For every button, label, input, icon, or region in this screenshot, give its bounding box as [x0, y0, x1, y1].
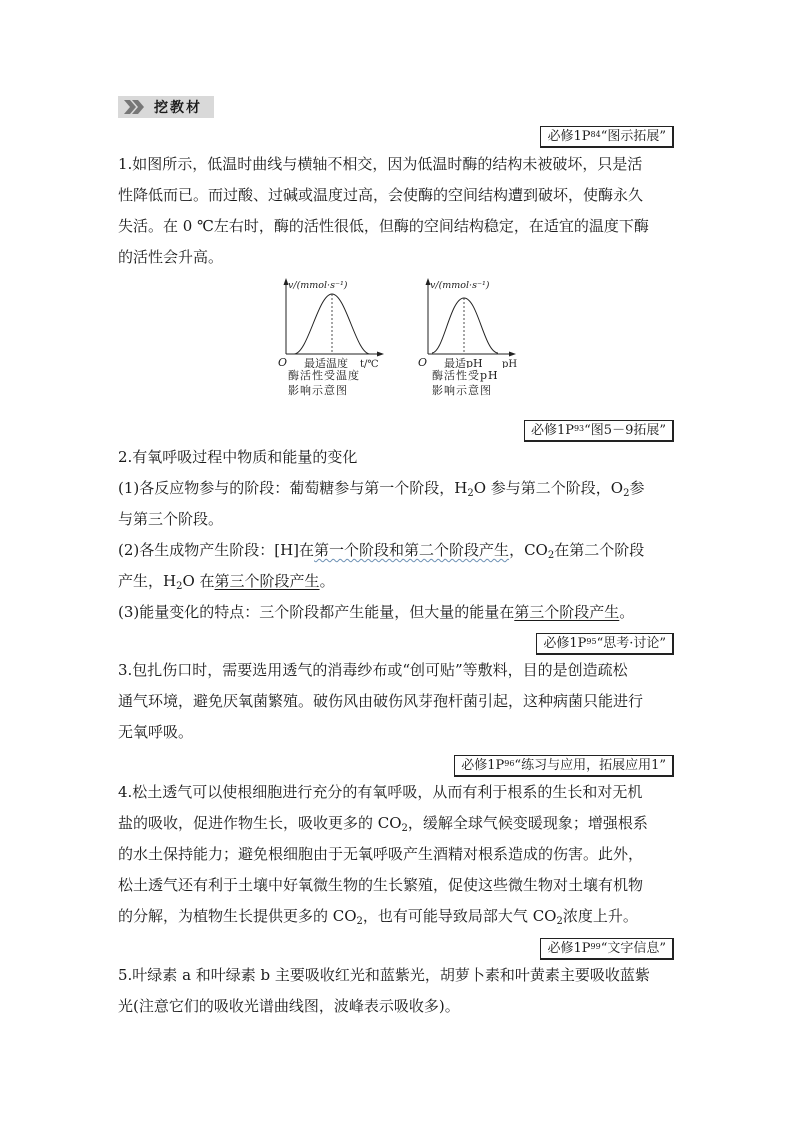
x-unit-label: t/℃ — [360, 359, 379, 368]
textbook-ref-2: 必修$1P^{93}“$图5－9拓展” — [524, 420, 674, 442]
textbook-ref-3: 必修$1P^{95}“$思考·讨论” — [536, 633, 674, 655]
origin-label: O — [418, 356, 428, 368]
y-axis-label: v/(mmol·s⁻¹) — [430, 280, 490, 291]
textbook-ref-1: 必修$1P^{84}“$图示拓展” — [540, 126, 674, 148]
textbook-ref-5: 必修$1P^{99}“$文字信息” — [540, 938, 674, 960]
item-3: 3.包扎伤口时，需要选用透气的消毒纱布或“创可贴”等敷料，目的是创造疏松 通气环境，避免厌氧菌繁殖。破伤风由破伤风芽孢杆菌引起，这种病菌只能进行 无氧呼吸。 — [118, 661, 644, 741]
textbook-ref-4: 必修$1P^{96}“$练习与应用，拓展应用1” — [454, 755, 674, 777]
item-4: 4.松土透气可以使根细胞进行充分的有氧呼吸，从而有利于根系的生长和对无机 盐的吸收，促进作物生长，吸收更多的 $CO_2$，缓解全球气候变暖现象；增强根系 的水土保持能力；避免根细胞由于无氧呼吸产生酒精对根系造成的伤害。此外， 松土透气还有利于土壤中好氧微生物的生长繁殖，促使这些微生物对土壤有机物 的分解，为植物生长提供更多的 $CO_2$，也有可能导致局部大气 $CO_2$浓度上升。 — [118, 783, 648, 927]
section-header — [118, 96, 214, 118]
figure-caption-2: 影响示意图 — [288, 384, 348, 397]
temperature-curve-chart — [268, 276, 388, 368]
figure-caption-2: 影响示意图 — [432, 384, 492, 397]
figure-ph — [410, 276, 530, 398]
item-2: 2.有氧呼吸过程中物质和能量的变化 (1)各反应物参与的阶段：葡萄糖参与第一个阶段，$H_2O$ 参与第二个阶段，$O_2$参 与第三个阶段。 (2)各生成物产生阶段：[H]在第一个阶段和第二个阶段产生，$CO_2$在第二个阶段 产生，$H_2O$ 在第三个阶段产生。 (3)能量变化的特点：三个阶段都产生能量，但大量的能量在第三个阶段产生。 — [118, 448, 645, 621]
figure-temperature — [268, 276, 388, 398]
section-header-label: 挖教材 — [154, 100, 202, 116]
figure-caption-1: 酶活性受pH — [432, 369, 499, 382]
x-mark-label: 最适温度 — [304, 357, 348, 368]
origin-label: O — [278, 356, 288, 368]
double-chevron-icon — [124, 100, 146, 114]
figure-caption-1: 酶活性受温度 — [288, 369, 360, 382]
x-mark-label: 最适pH — [444, 357, 483, 368]
y-axis-label: v/(mmol·s⁻¹) — [288, 280, 348, 291]
item-5: 5.叶绿素 a 和叶绿素 b 主要吸收红光和蓝紫光，胡萝卜素和叶黄素主要吸收蓝紫 光(注意它们的吸收光谱曲线图，波峰表示吸收多)。 — [118, 966, 650, 1015]
x-unit-label: pH — [502, 359, 518, 368]
ph-curve-chart — [410, 276, 530, 368]
item-1: 1.如图所示，低温时曲线与横轴不相交，因为低温时酶的结构未被破坏，只是活 性降低而已。而过酸、过碱或温度过高，会使酶的空间结构遭到破坏，使酶永久 失活。在 0 ℃左右时，酶的活性很低，但酶的空间结构稳定，在适宜的温度下酶 的活性会升高。 — [118, 155, 649, 266]
